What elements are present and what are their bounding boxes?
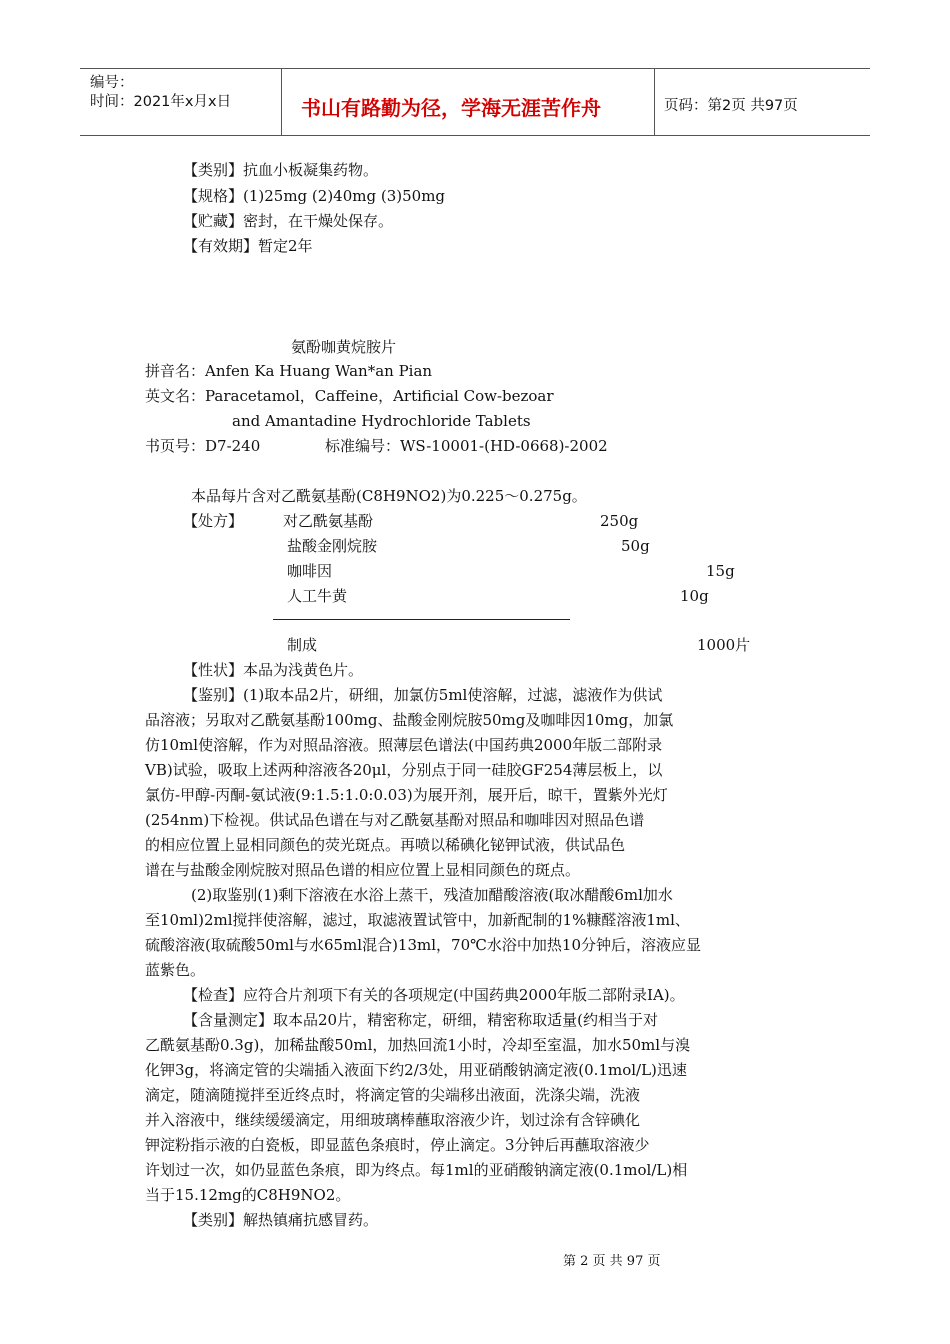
- header-divider-left: [281, 68, 282, 135]
- body-line: 【鉴别】(1)取本品2片，研细，加氯仿5ml使溶解，过滤，滤液作为供试: [183, 686, 663, 704]
- body-line: 氯仿-甲醇-丙酮-氨试液(9:1.5:1.0:0.03)为展开剂，展开后，晾干，置紫外光灯: [145, 786, 668, 804]
- header-divider-right: [654, 68, 655, 135]
- content-statement: 本品每片含对乙酰氨基酚(C8H9NO2)为0.225～0.275g。: [191, 487, 587, 505]
- body-line: 品溶液；另取对乙酰氨基酚100mg、盐酸金刚烷胺50mg及咖啡因10mg，加氯: [145, 711, 674, 729]
- formula-item-amount: 50g: [621, 537, 650, 555]
- page-label: 页码：第2页 共97页: [664, 98, 798, 114]
- english-name-1: 英文名：Paracetamol，Caffeine，Artificial Cow-bezoar: [145, 387, 554, 405]
- body-line: 乙酰氨基酚0.3g)，加稀盐酸50ml，加热回流1小时，冷却至室温，加水50ml与溴: [145, 1036, 691, 1054]
- body-line: 至10ml)2ml搅拌使溶解，滤过，取滤液置试管中，加新配制的1%糠醛溶液1ml、: [145, 911, 690, 929]
- formula-total-name: 制成: [287, 636, 318, 654]
- body-line: 当于15.12mg的C8H9NO2。: [145, 1186, 351, 1204]
- top-line-2: 【规格】(1)25mg (2)40mg (3)50mg: [183, 187, 446, 205]
- formula-total-amount: 1000片: [697, 636, 751, 654]
- body-line: 【类别】解热镇痛抗感冒药。: [183, 1211, 379, 1229]
- body-line: 蓝紫色。: [145, 961, 206, 979]
- formula-item-name: 咖啡因: [287, 562, 333, 580]
- body-line: 谱在与盐酸金刚烷胺对照品色谱的相应位置上显相同颜色的斑点。: [145, 861, 581, 879]
- body-line: 滴定，随滴随搅拌至近终点时，将滴定管的尖端移出液面，洗涤尖端，洗液: [145, 1086, 641, 1104]
- top-line-1: 【类别】抗血小板凝集药物。: [183, 161, 379, 179]
- body-line: (254nm)下检视。供试品色谱在与对乙酰氨基酚对照品和咖啡因对照品色谱: [145, 811, 645, 829]
- formula-label: 【处方】: [183, 512, 244, 530]
- body-line: 化钾3g，将滴定管的尖端插入液面下约2/3处，用亚硝酸钠滴定液(0.1mol/L)迅速: [145, 1061, 687, 1079]
- header-bottom-rule: [80, 135, 870, 136]
- body-line: 硫酸溶液(取硫酸50ml与水65ml混合)13ml，70℃水浴中加热10分钟后，溶液应显: [145, 936, 701, 954]
- body-line: 钾淀粉指示液的白瓷板，即显蓝色条痕时，停止滴定。3分钟后再蘸取溶液少: [145, 1136, 650, 1154]
- top-line-4: 【有效期】暂定2年: [183, 237, 313, 255]
- body-line: 并入溶液中，继续缓缓滴定，用细玻璃棒蘸取溶液少许，划过涂有含锌碘化: [145, 1111, 641, 1129]
- serial-label: 编号：: [90, 75, 134, 91]
- book-page-no: 书页号：D7-240: [145, 437, 261, 455]
- header-top-rule: [80, 68, 870, 69]
- formula-item-amount: 15g: [706, 562, 735, 580]
- date-label: 时间：2021年x月x日: [90, 94, 232, 110]
- motto: 书山有路勤为径，学海无涯苦作舟: [301, 96, 601, 120]
- body-line: 仿10ml使溶解，作为对照品溶液。照薄层色谱法(中国药典2000年版二部附录: [145, 736, 663, 754]
- formula-item-name: 人工牛黄: [287, 587, 348, 605]
- body-line: 许划过一次，如仍显蓝色条痕，即为终点。每1ml的亚硝酸钠滴定液(0.1mol/L)相: [145, 1161, 688, 1179]
- body-line: 【检查】应符合片剂项下有关的各项规定(中国药典2000年版二部附录ⅠA)。: [183, 986, 685, 1004]
- body-line: 【性状】本品为浅黄色片。: [183, 661, 364, 679]
- formula-item-name: 对乙酰氨基酚: [283, 512, 374, 530]
- top-line-3: 【贮藏】密封，在干燥处保存。: [183, 212, 394, 230]
- formula-item-amount: 10g: [680, 587, 709, 605]
- english-name-2: and Amantadine Hydrochloride Tablets: [232, 412, 531, 430]
- body-line: 的相应位置上显相同颜色的荧光斑点。再喷以稀碘化铋钾试液，供试品色: [145, 836, 626, 854]
- body-line: 【含量测定】取本品20片，精密称定，研细，精密称取适量(约相当于对: [183, 1011, 658, 1029]
- body-line: ⅤB)试验，吸取上述两种溶液各20μl，分别点于同一硅胶GF254薄层板上，以: [145, 761, 663, 779]
- formula-item-amount: 250g: [600, 512, 639, 530]
- drug-title: 氨酚咖黄烷胺片: [291, 338, 397, 356]
- page-footer: 第 2 页 共 97 页: [563, 1254, 661, 1269]
- body-line: (2)取鉴别(1)剩下溶液在水浴上蒸干，残渣加醋酸溶液(取冰醋酸6ml加水: [191, 886, 673, 904]
- pinyin-name: 拼音名：Anfen Ka Huang Wan*an Pian: [145, 362, 433, 380]
- standard-no: 标准编号：WS-10001-(HD-0668)-2002: [325, 437, 608, 455]
- formula-divider: [273, 619, 570, 620]
- formula-item-name: 盐酸金刚烷胺: [287, 537, 378, 555]
